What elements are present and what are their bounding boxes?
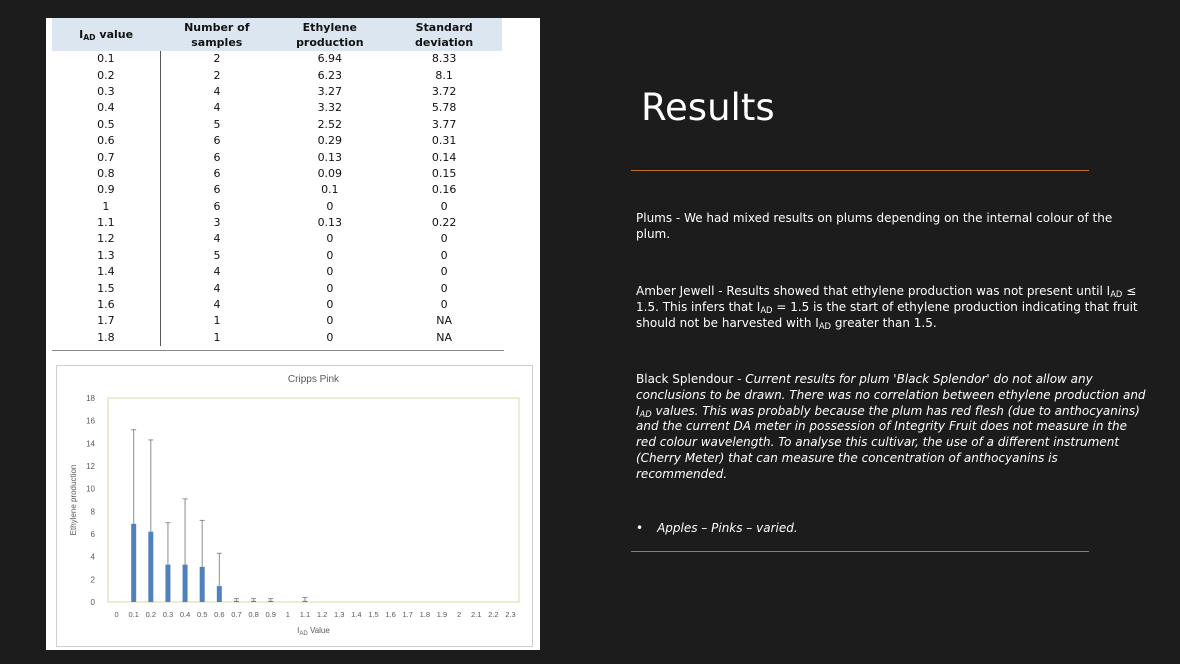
x-tick-label: 1.1 [299,610,311,619]
x-tick-label: 0.1 [128,610,139,619]
cell-ethylene: 0.13 [317,150,343,164]
x-tick-label: 0.5 [196,610,208,619]
cell-sd: 0.14 [431,150,457,164]
cell-iad: 0.9 [52,182,160,198]
x-tick-label: 2.3 [505,610,516,619]
x-tick-label: 2.2 [488,610,499,619]
x-tick-label: 0 [114,610,119,619]
bar [302,601,307,602]
y-tick-label: 10 [86,484,95,494]
y-tick-label: 4 [90,552,95,562]
x-tick-label: 0.6 [214,610,225,619]
table-row [52,297,502,313]
table-row [52,182,502,198]
cell-iad: 1.4 [52,264,160,280]
cell-sd: 0.31 [431,134,457,148]
cell-samples: 6 [213,134,221,148]
table-row [52,117,502,133]
cell-sd: 0 [440,199,448,213]
y-tick-label: 2 [90,575,95,585]
apples-text: Apples – Pinks – varied. [657,521,798,535]
cell-iad: 1.5 [52,280,160,296]
table-bottom-border [52,350,504,351]
cell-sd: 5.78 [431,101,457,115]
cell-samples: 4 [213,232,221,246]
x-tick-label: 2.1 [470,610,482,619]
cell-ethylene: 6.23 [317,68,343,82]
cell-ethylene: 0 [326,330,334,344]
cell-iad: 1.1 [52,215,160,231]
header-number-of-samples: Number of samples [160,18,273,51]
x-tick-label: 1.4 [351,610,362,619]
cell-samples: 3 [213,216,221,230]
cell-iad: 1.2 [52,231,160,247]
cell-samples: 1 [213,314,221,328]
cell-ethylene: 2.52 [317,117,343,131]
bar [131,524,136,602]
y-tick-label: 14 [86,439,95,449]
cell-iad: 1.7 [52,313,160,329]
cell-iad: 1.3 [52,248,160,264]
cell-samples: 2 [213,52,221,66]
table-header-row [52,18,502,51]
cell-ethylene: 0 [326,232,334,246]
cell-ethylene: 0.09 [317,166,343,180]
cell-samples: 4 [213,84,221,98]
table-row [52,84,502,100]
y-tick-label: 12 [86,462,95,471]
cell-sd: 0 [440,298,448,312]
cell-sd: 0 [440,281,448,295]
bar [183,565,188,602]
cell-iad: 1.6 [52,297,160,313]
bar [148,532,153,602]
cell-ethylene: 0 [326,265,334,279]
cell-sd: 3.72 [431,84,457,98]
amber-jewell-paragraph: Amber Jewell - Results showed that ethylene production was not present until $I_{AD} \le 1.5$. This infers that $I_{AD} = 1.5$ is the start of ethylene production indicating that fruit should not be harvested with $I_{AD}$ greater than 1.5. [636,284,1138,331]
bottom-divider [631,551,1089,552]
title-divider [631,170,1089,171]
cell-sd: 0.15 [431,166,457,180]
cell-iad: 0.6 [52,133,160,149]
x-tick-label: 1.3 [333,610,345,619]
x-tick-label: 0.3 [162,610,174,619]
x-tick-label: 1.5 [368,610,379,619]
slide-title: Results [641,86,775,129]
y-tick-label: 16 [86,416,95,426]
cell-sd: 8.33 [431,52,457,66]
cell-ethylene: 0.13 [317,216,343,230]
cell-samples: 5 [213,117,221,131]
cell-iad: 1.8 [52,330,160,346]
y-tick-label: 8 [90,507,95,517]
cell-samples: 6 [213,150,221,164]
table-row [52,51,502,67]
table-row [52,215,502,231]
cell-samples: 4 [213,265,221,279]
figure-panel [46,18,540,650]
x-tick-label: 1.2 [316,610,328,619]
cell-sd: 8.1 [435,68,453,82]
x-tick-label: 2 [456,610,462,619]
cell-iad: 0.3 [52,84,160,100]
table-row [52,231,502,247]
cell-iad: 1 [52,199,160,215]
chart-canvas [57,366,532,646]
bar [217,586,222,602]
header-iad-value: $I_{AD}$ value [52,18,160,51]
cripps-pink-chart [56,365,533,647]
iad-ethylene-table [52,18,502,346]
table-row [52,313,502,329]
y-tick-label: 18 [86,394,95,403]
cell-iad: 0.5 [52,117,160,133]
x-tick-label: 1.8 [419,610,431,619]
table-row [52,264,502,280]
cell-sd: 3.77 [431,117,457,131]
table-row [52,100,502,116]
plums-paragraph: Plums - We had mixed results on plums depending on the internal colour of the plum. [636,211,1113,241]
cell-ethylene: 0 [326,199,334,213]
cell-iad: 0.8 [52,166,160,182]
x-tick-label: 1.7 [402,610,413,619]
y-axis-label: Ethylene production [69,464,78,536]
bar [200,567,205,602]
cell-iad: 0.4 [52,100,160,116]
header-standard-deviation: Standard deviation [386,18,502,51]
x-tick-label: 0.2 [145,610,157,619]
table-row [52,67,502,83]
x-tick-label: 1 [285,610,290,619]
cell-ethylene: 0.29 [317,134,343,148]
x-tick-label: 1.6 [385,610,396,619]
bar [234,601,239,602]
cell-ethylene: 0.1 [321,183,339,197]
y-tick-label: 0 [90,598,95,607]
bar [251,601,256,602]
cell-ethylene: 0 [326,248,334,262]
cell-iad: 0.1 [52,51,160,67]
cell-ethylene: 0 [326,281,334,295]
chart-title: Cripps Pink [287,374,340,385]
cell-sd: 0 [440,232,448,246]
table-row [52,248,502,264]
cell-samples: 6 [213,166,221,180]
cell-samples: 1 [213,330,221,344]
cell-sd: 0 [440,248,448,262]
cell-ethylene: 0 [326,314,334,328]
cell-ethylene: 0 [326,298,334,312]
cell-ethylene: 6.94 [317,52,343,66]
table-row [52,199,502,215]
cell-samples: 4 [213,281,221,295]
cell-iad: 0.7 [52,149,160,165]
cell-sd: NA [436,314,452,328]
cell-sd: 0.16 [431,183,457,197]
cell-samples: 6 [213,199,221,213]
x-axis-label: $I_{AD}$ Value [297,626,330,637]
x-tick-label: 1.9 [436,610,448,619]
cell-samples: 4 [213,298,221,312]
cell-iad: 0.2 [52,67,160,83]
header-ethylene-production: Ethylene production [273,18,386,51]
table-row [52,133,502,149]
bar [165,565,170,602]
y-tick-label: 6 [90,530,95,539]
cell-samples: 2 [213,68,221,82]
apples-bullet-item [636,521,798,535]
x-tick-label: 0.9 [265,610,276,619]
cell-sd: NA [436,330,452,344]
cell-sd: 0 [440,265,448,279]
bullet-icon: • [636,521,644,535]
cell-samples: 5 [213,248,221,262]
cell-ethylene: 3.27 [317,84,343,98]
table-row [52,280,502,296]
x-tick-label: 0.4 [179,610,191,619]
table-row [52,330,502,346]
black-splendour-paragraph: Black Splendour - Current results for plum 'Black Splendor' do not allow any conclusions to be drawn. There was no correlation between ethylene production and $I_{AD}$ values. This was probably because the plum has red flesh (due to anthocyanins) and the current DA meter in possession of Integrity Fruit does not measure in the red colour wavelength. To analyse this cultivar, the use of a different instrument (Cherry Meter) that can measure the concentration of anthocyanins is recommended. [636,372,1146,481]
cell-ethylene: 3.32 [317,101,343,115]
cell-samples: 4 [213,101,221,115]
cell-samples: 6 [213,183,221,197]
table-row [52,149,502,165]
bar [268,601,273,602]
table-row [52,166,502,182]
x-tick-label: 0.7 [231,610,242,619]
cell-sd: 0.22 [431,216,457,230]
x-tick-label: 0.8 [248,610,259,619]
